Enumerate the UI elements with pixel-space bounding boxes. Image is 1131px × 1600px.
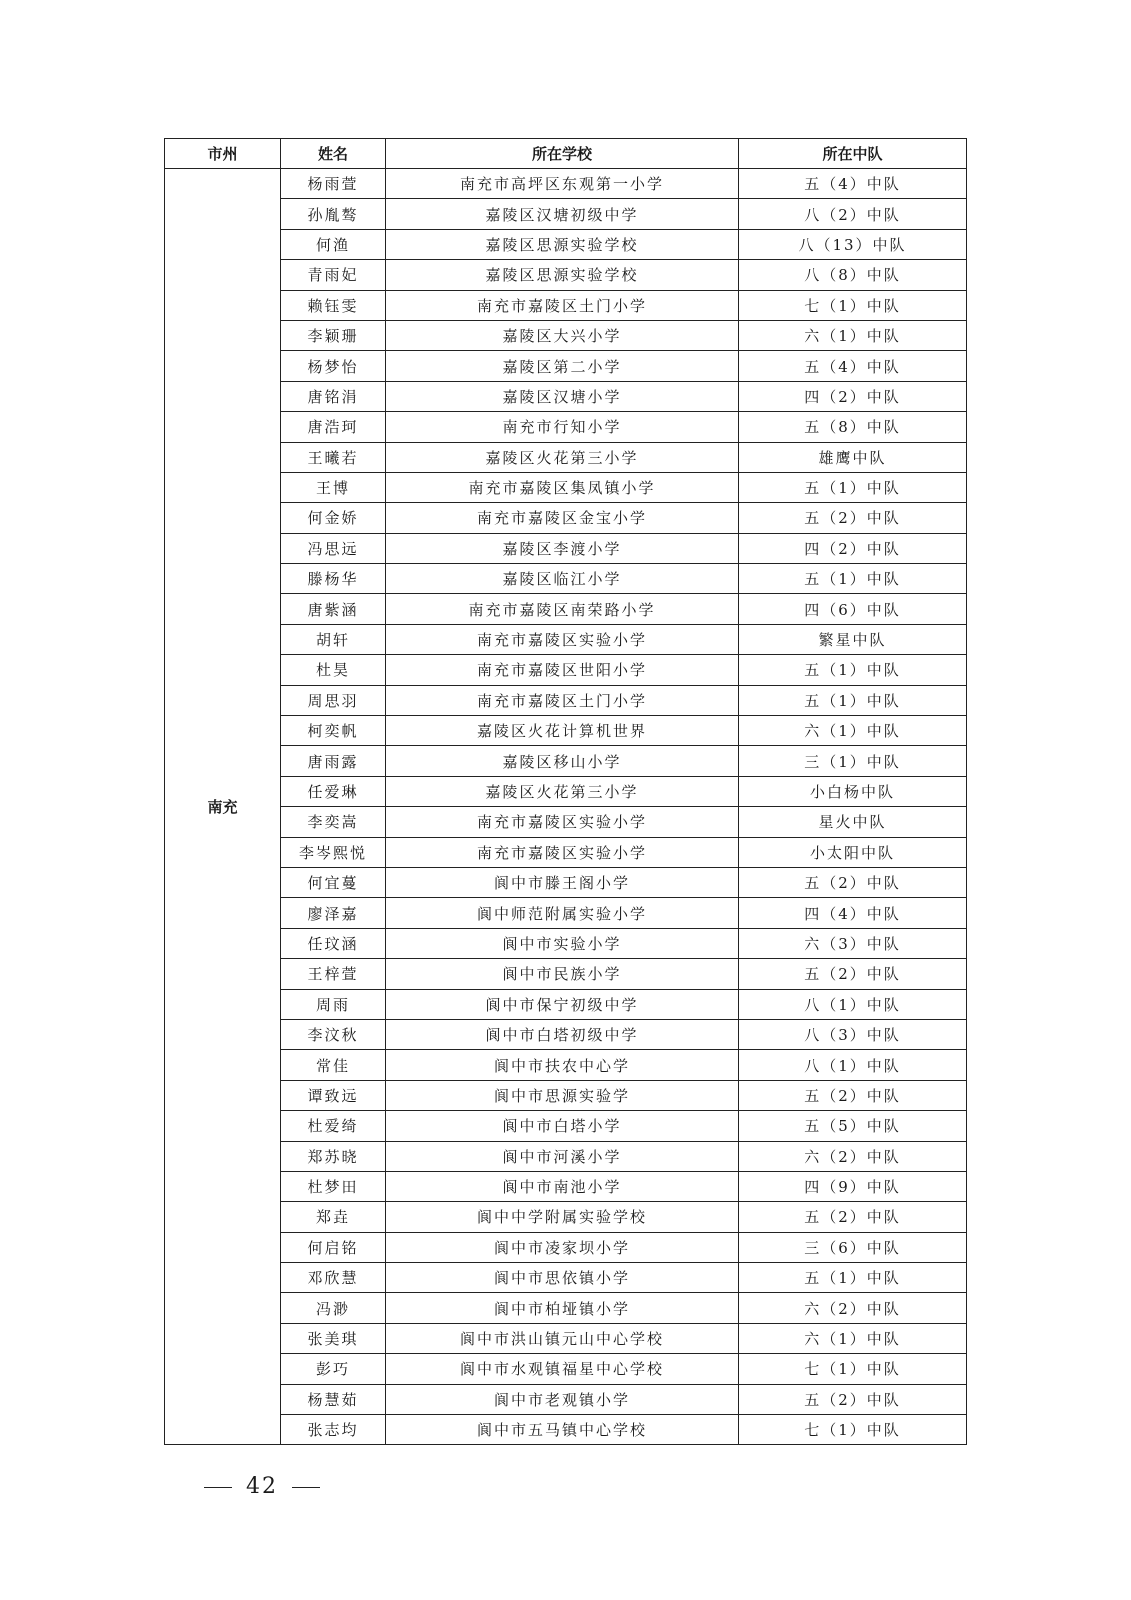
- table-row: [165, 199, 967, 229]
- name-cell: 何金娇: [281, 503, 386, 533]
- name-cell: 周思羽: [281, 685, 386, 715]
- table-row: [165, 412, 967, 442]
- name-cell: 任爱琳: [281, 776, 386, 806]
- table-row: [165, 837, 967, 867]
- table-row: [165, 260, 967, 290]
- squad-cell: 五（2）中队: [739, 1384, 967, 1414]
- school-cell: 嘉陵区移山小学: [386, 746, 739, 776]
- school-cell: 阆中市南池小学: [386, 1171, 739, 1201]
- name-cell: 王曦若: [281, 442, 386, 472]
- squad-cell: 八（1）中队: [739, 989, 967, 1019]
- name-cell: 常佳: [281, 1050, 386, 1080]
- header-school: 所在学校: [386, 139, 739, 169]
- squad-cell: 小太阳中队: [739, 837, 967, 867]
- awardee-table: [164, 138, 967, 1445]
- squad-cell: 六（1）中队: [739, 716, 967, 746]
- name-cell: 唐浩珂: [281, 412, 386, 442]
- table-row: [165, 807, 967, 837]
- table-row: [165, 1202, 967, 1232]
- squad-cell: 五（2）中队: [739, 503, 967, 533]
- table-row: [165, 1384, 967, 1414]
- squad-cell: 星火中队: [739, 807, 967, 837]
- squad-cell: 三（1）中队: [739, 746, 967, 776]
- school-cell: 阆中市白塔小学: [386, 1111, 739, 1141]
- squad-cell: 五（1）中队: [739, 564, 967, 594]
- school-cell: 嘉陵区火花第三小学: [386, 776, 739, 806]
- name-cell: 任玟涵: [281, 928, 386, 958]
- school-cell: 阆中市白塔初级中学: [386, 1019, 739, 1049]
- squad-cell: 五（5）中队: [739, 1111, 967, 1141]
- name-cell: 赖钰雯: [281, 290, 386, 320]
- squad-cell: 五（2）中队: [739, 1202, 967, 1232]
- squad-cell: 繁星中队: [739, 624, 967, 654]
- squad-cell: 六（1）中队: [739, 320, 967, 350]
- squad-cell: 八（13）中队: [739, 229, 967, 259]
- table-header-row: [165, 139, 967, 169]
- squad-cell: 五（4）中队: [739, 169, 967, 199]
- header-name: 姓名: [281, 139, 386, 169]
- squad-cell: 四（6）中队: [739, 594, 967, 624]
- school-cell: 嘉陵区思源实验学校: [386, 260, 739, 290]
- header-city: 市州: [165, 139, 281, 169]
- squad-cell: 四（9）中队: [739, 1171, 967, 1201]
- squad-cell: 雄鹰中队: [739, 442, 967, 472]
- name-cell: 杜昊: [281, 655, 386, 685]
- name-cell: 何渔: [281, 229, 386, 259]
- school-cell: 阆中市民族小学: [386, 959, 739, 989]
- name-cell: 何宜蔓: [281, 867, 386, 897]
- city-cell: 南充: [165, 169, 281, 1445]
- table-row: [165, 716, 967, 746]
- name-cell: 胡轩: [281, 624, 386, 654]
- school-cell: 嘉陵区火花第三小学: [386, 442, 739, 472]
- name-cell: 滕杨华: [281, 564, 386, 594]
- squad-cell: 五（1）中队: [739, 1263, 967, 1293]
- squad-cell: 四（4）中队: [739, 898, 967, 928]
- name-cell: 唐雨露: [281, 746, 386, 776]
- name-cell: 廖泽嘉: [281, 898, 386, 928]
- table-row: [165, 1415, 967, 1445]
- table-row: [165, 1111, 967, 1141]
- squad-cell: 五（2）中队: [739, 1080, 967, 1110]
- name-cell: 冯渺: [281, 1293, 386, 1323]
- squad-cell: 六（1）中队: [739, 1323, 967, 1353]
- school-cell: 南充市嘉陵区集凤镇小学: [386, 472, 739, 502]
- school-cell: 阆中师范附属实验小学: [386, 898, 739, 928]
- squad-cell: 小白杨中队: [739, 776, 967, 806]
- name-cell: 谭致远: [281, 1080, 386, 1110]
- table-row: [165, 746, 967, 776]
- table-row: [165, 381, 967, 411]
- school-cell: 南充市嘉陵区世阳小学: [386, 655, 739, 685]
- table-row: [165, 898, 967, 928]
- table-row: [165, 1080, 967, 1110]
- school-cell: 阆中市洪山镇元山中心学校: [386, 1323, 739, 1353]
- table-row: [165, 351, 967, 381]
- school-cell: 南充市嘉陵区实验小学: [386, 807, 739, 837]
- name-cell: 杜梦田: [281, 1171, 386, 1201]
- school-cell: 嘉陵区李渡小学: [386, 533, 739, 563]
- squad-cell: 六（3）中队: [739, 928, 967, 958]
- table-row: [165, 564, 967, 594]
- table-row: [165, 503, 967, 533]
- name-cell: 杜爱绮: [281, 1111, 386, 1141]
- header-squad: 所在中队: [739, 139, 967, 169]
- name-cell: 周雨: [281, 989, 386, 1019]
- school-cell: 嘉陵区火花计算机世界: [386, 716, 739, 746]
- table-row: [165, 1171, 967, 1201]
- squad-cell: 四（2）中队: [739, 533, 967, 563]
- table-row: [165, 1019, 967, 1049]
- school-cell: 阆中市柏垭镇小学: [386, 1293, 739, 1323]
- name-cell: 柯奕帆: [281, 716, 386, 746]
- squad-cell: 八（2）中队: [739, 199, 967, 229]
- squad-cell: 八（8）中队: [739, 260, 967, 290]
- table-row: [165, 533, 967, 563]
- squad-cell: 七（1）中队: [739, 1354, 967, 1384]
- table-row: [165, 776, 967, 806]
- footer-right-dash: [292, 1487, 320, 1488]
- squad-cell: 六（2）中队: [739, 1141, 967, 1171]
- name-cell: 孙胤骜: [281, 199, 386, 229]
- squad-cell: 五（1）中队: [739, 655, 967, 685]
- table-row: [165, 169, 967, 199]
- school-cell: 南充市行知小学: [386, 412, 739, 442]
- name-cell: 杨梦怡: [281, 351, 386, 381]
- squad-cell: 四（2）中队: [739, 381, 967, 411]
- squad-cell: 五（8）中队: [739, 412, 967, 442]
- school-cell: 嘉陵区临江小学: [386, 564, 739, 594]
- table-row: [165, 229, 967, 259]
- table-row: [165, 320, 967, 350]
- squad-cell: 三（6）中队: [739, 1232, 967, 1262]
- table-row: [165, 442, 967, 472]
- name-cell: 王博: [281, 472, 386, 502]
- school-cell: 阆中市滕王阁小学: [386, 867, 739, 897]
- table-row: [165, 655, 967, 685]
- table-row: [165, 624, 967, 654]
- squad-cell: 七（1）中队: [739, 290, 967, 320]
- school-cell: 阆中市思依镇小学: [386, 1263, 739, 1293]
- school-cell: 南充市嘉陵区实验小学: [386, 837, 739, 867]
- squad-cell: 八（1）中队: [739, 1050, 967, 1080]
- page-footer: [190, 1474, 334, 1499]
- page-number: 42: [246, 1474, 278, 1499]
- school-cell: 阆中市保宁初级中学: [386, 989, 739, 1019]
- school-cell: 阆中市扶农中心学: [386, 1050, 739, 1080]
- school-cell: 阆中市河溪小学: [386, 1141, 739, 1171]
- name-cell: 唐铭涓: [281, 381, 386, 411]
- squad-cell: 八（3）中队: [739, 1019, 967, 1049]
- table-row: [165, 594, 967, 624]
- school-cell: 阆中市五马镇中心学校: [386, 1415, 739, 1445]
- name-cell: 张志均: [281, 1415, 386, 1445]
- name-cell: 何启铭: [281, 1232, 386, 1262]
- footer-left-dash: [204, 1487, 232, 1488]
- table-row: [165, 1354, 967, 1384]
- squad-cell: 六（2）中队: [739, 1293, 967, 1323]
- table-row: [165, 1050, 967, 1080]
- name-cell: 杨慧茹: [281, 1384, 386, 1414]
- table-row: [165, 1141, 967, 1171]
- school-cell: 嘉陵区汉塘小学: [386, 381, 739, 411]
- name-cell: 李岑熙悦: [281, 837, 386, 867]
- name-cell: 唐紫涵: [281, 594, 386, 624]
- table-row: [165, 959, 967, 989]
- school-cell: 南充市嘉陵区土门小学: [386, 290, 739, 320]
- name-cell: 郑垚: [281, 1202, 386, 1232]
- squad-cell: 五（4）中队: [739, 351, 967, 381]
- name-cell: 李奕嵩: [281, 807, 386, 837]
- name-cell: 王梓萱: [281, 959, 386, 989]
- squad-cell: 五（2）中队: [739, 959, 967, 989]
- school-cell: 嘉陵区第二小学: [386, 351, 739, 381]
- name-cell: 青雨妃: [281, 260, 386, 290]
- name-cell: 郑苏晓: [281, 1141, 386, 1171]
- school-cell: 阆中市水观镇福星中心学校: [386, 1354, 739, 1384]
- name-cell: 杨雨萱: [281, 169, 386, 199]
- school-cell: 嘉陵区思源实验学校: [386, 229, 739, 259]
- name-cell: 邓欣慧: [281, 1263, 386, 1293]
- school-cell: 阆中市凌家坝小学: [386, 1232, 739, 1262]
- school-cell: 阆中中学附属实验学校: [386, 1202, 739, 1232]
- school-cell: 嘉陵区汉塘初级中学: [386, 199, 739, 229]
- school-cell: 南充市高坪区东观第一小学: [386, 169, 739, 199]
- table-row: [165, 1293, 967, 1323]
- squad-cell: 七（1）中队: [739, 1415, 967, 1445]
- table-body: [165, 169, 967, 1445]
- school-cell: 南充市嘉陵区南荣路小学: [386, 594, 739, 624]
- table-row: [165, 472, 967, 502]
- school-cell: 阆中市老观镇小学: [386, 1384, 739, 1414]
- name-cell: 冯思远: [281, 533, 386, 563]
- name-cell: 张美琪: [281, 1323, 386, 1353]
- squad-cell: 五（1）中队: [739, 472, 967, 502]
- table-row: [165, 685, 967, 715]
- table-row: [165, 989, 967, 1019]
- squad-cell: 五（1）中队: [739, 685, 967, 715]
- table-row: [165, 928, 967, 958]
- table-row: [165, 1263, 967, 1293]
- school-cell: 阆中市实验小学: [386, 928, 739, 958]
- school-cell: 阆中市思源实验学: [386, 1080, 739, 1110]
- table-row: [165, 290, 967, 320]
- table-row: [165, 1232, 967, 1262]
- table-row: [165, 867, 967, 897]
- squad-cell: 五（2）中队: [739, 867, 967, 897]
- name-cell: 李颖珊: [281, 320, 386, 350]
- school-cell: 南充市嘉陵区土门小学: [386, 685, 739, 715]
- table-row: [165, 1323, 967, 1353]
- school-cell: 南充市嘉陵区金宝小学: [386, 503, 739, 533]
- name-cell: 李汶秋: [281, 1019, 386, 1049]
- name-cell: 彭巧: [281, 1354, 386, 1384]
- school-cell: 南充市嘉陵区实验小学: [386, 624, 739, 654]
- school-cell: 嘉陵区大兴小学: [386, 320, 739, 350]
